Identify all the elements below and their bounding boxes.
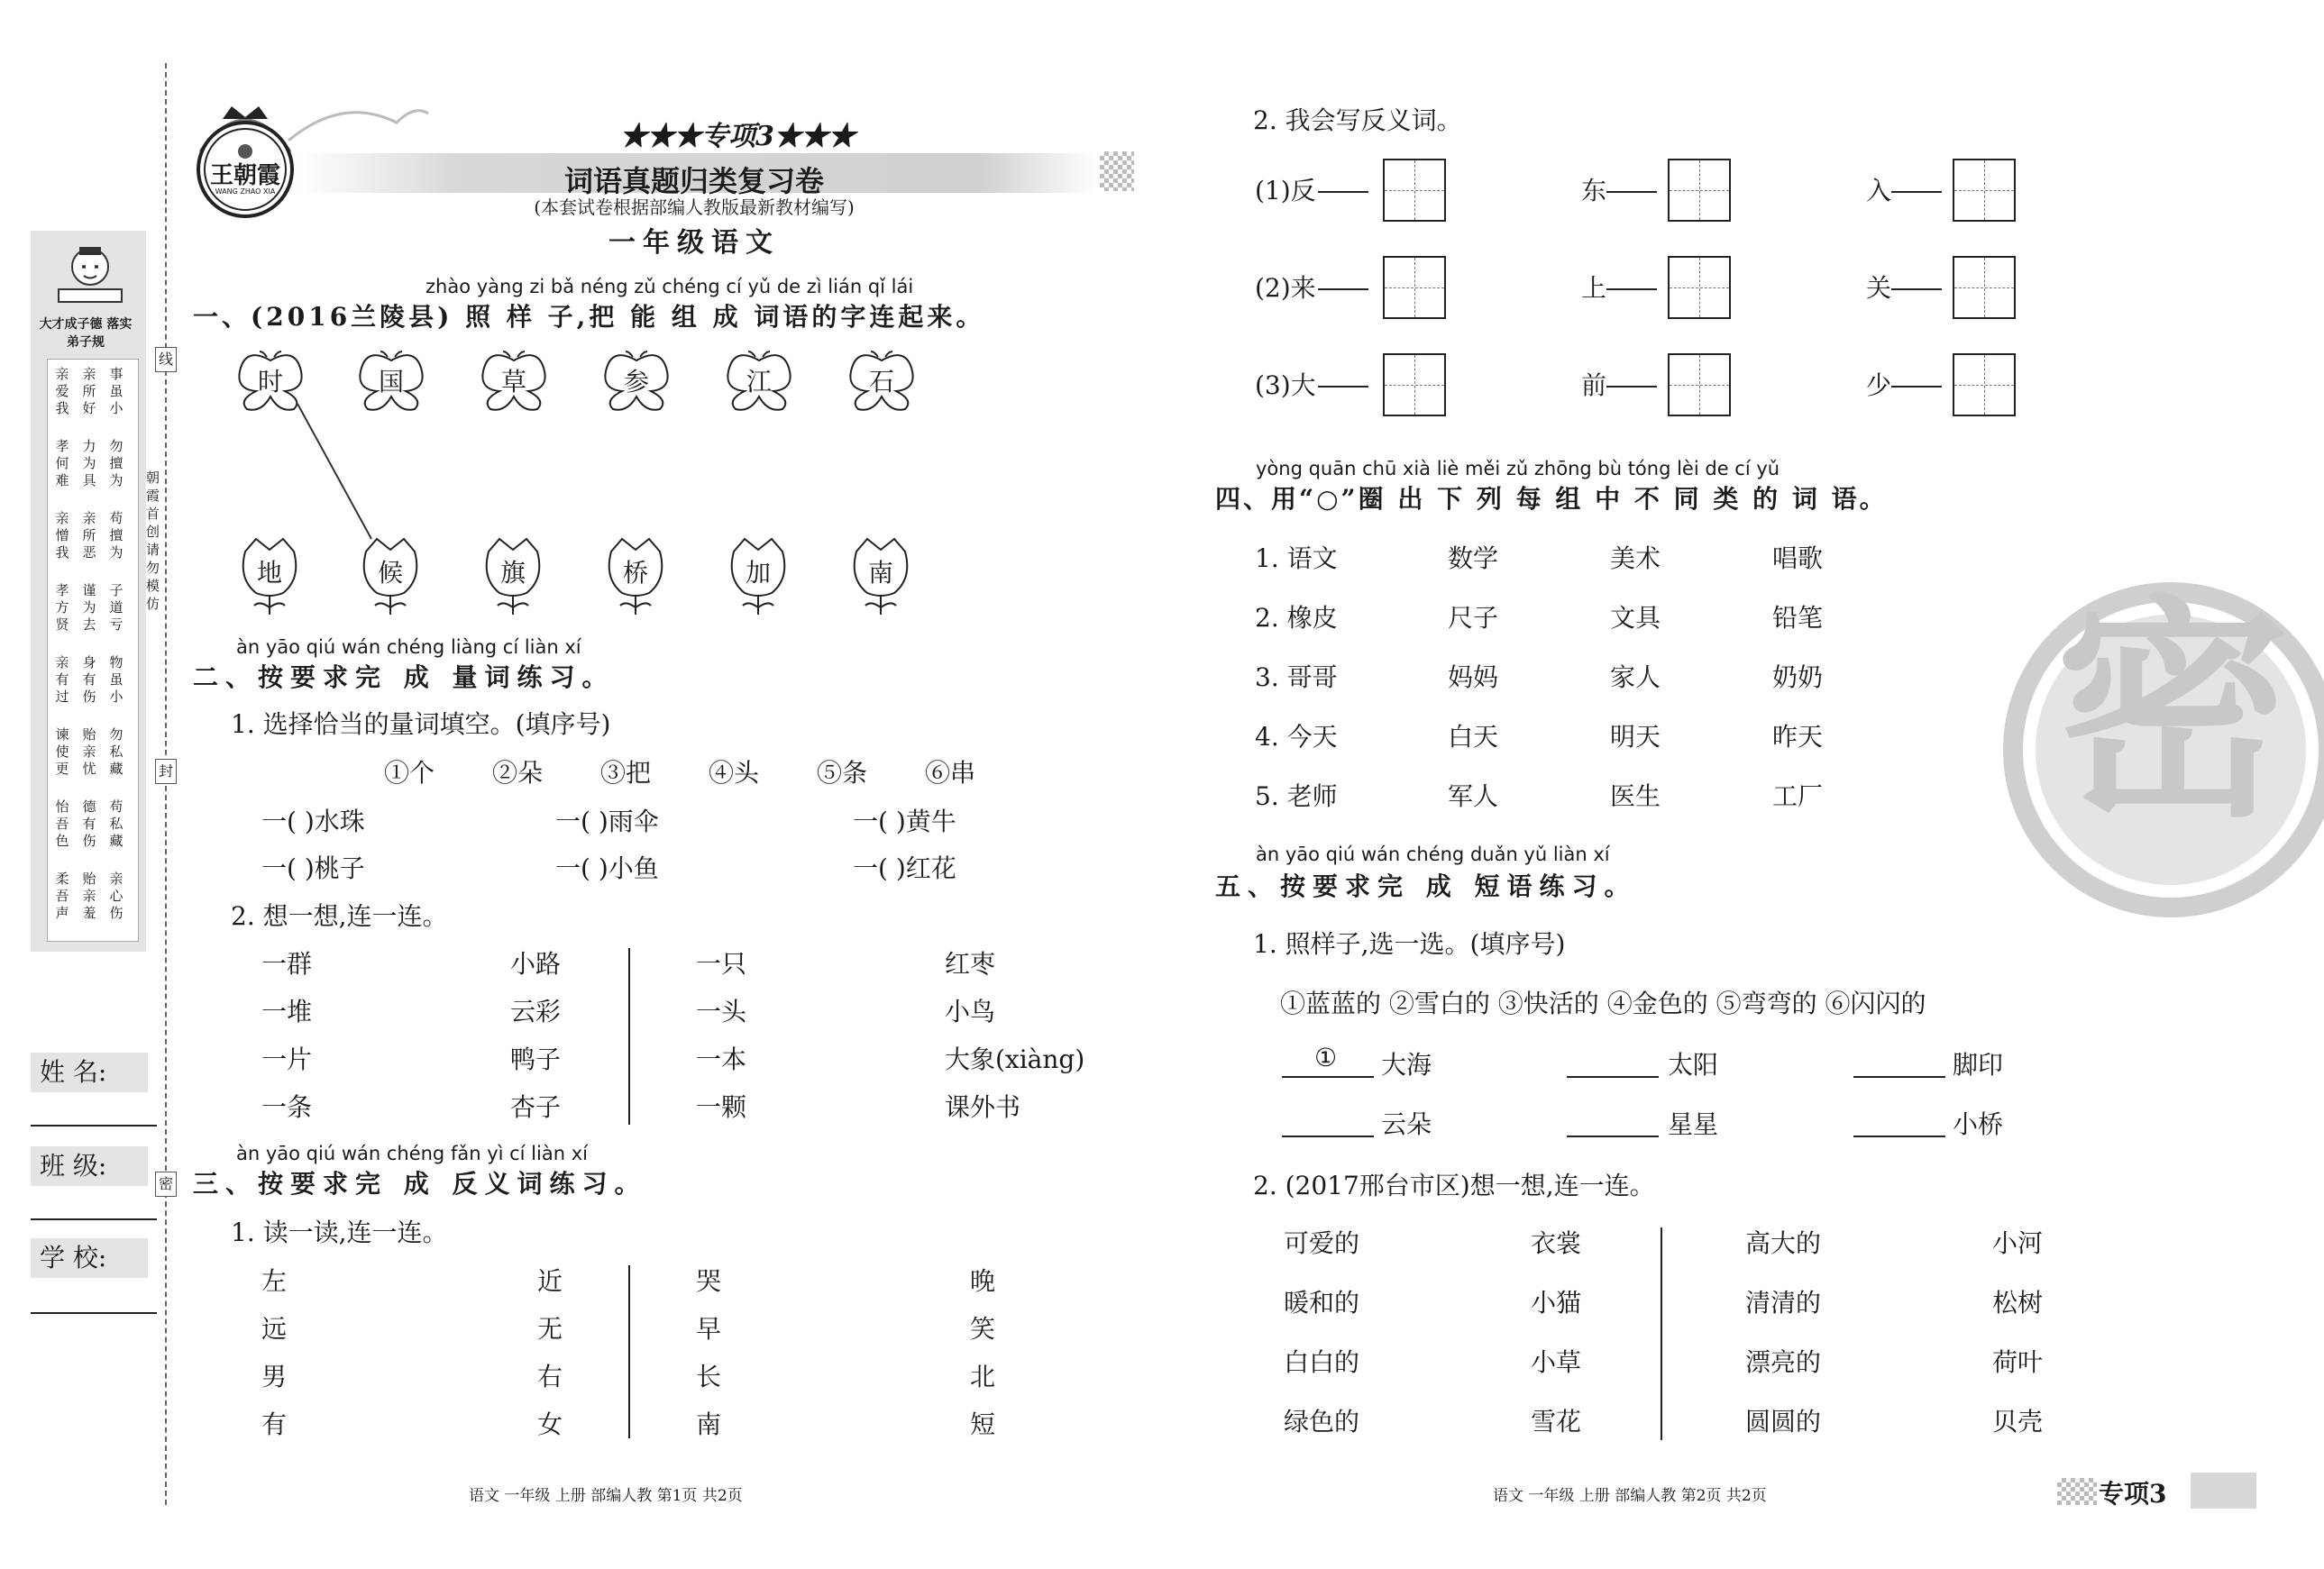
tulip-char[interactable]: 候: [377, 558, 403, 588]
logo-text: 王朝霞: [209, 162, 280, 189]
antonym-answer-box[interactable]: [1668, 159, 1731, 222]
sec4-pinyin: yòng quān chū xià liè měi zǔ zhōng bù tóng lèi de cí yǔ: [1256, 458, 1780, 479]
butterfly-char[interactable]: 草: [500, 367, 526, 397]
match-word[interactable]: 女: [537, 1409, 563, 1439]
sec3-pinyin: àn yāo qiú wán chéng fǎn yì cí liàn xí: [236, 1143, 588, 1164]
match-word[interactable]: 小河: [1992, 1228, 2044, 1258]
match-word[interactable]: 早: [696, 1314, 722, 1344]
fill-blank-2[interactable]: 一( )雨伞: [555, 807, 659, 836]
footer-right: 语文 一年级 上册 部编人教 第2页 共2页: [1493, 1487, 1767, 1505]
motto-column: 勿擅为: [109, 438, 124, 488]
motto-column: 事虽小: [109, 366, 124, 416]
classify-word[interactable]: 白天: [1448, 722, 1499, 752]
antonym-answer-box[interactable]: [1383, 159, 1446, 222]
fill-blank-3[interactable]: 一( )黄牛: [853, 807, 956, 836]
match-word[interactable]: 贝壳: [1992, 1407, 2044, 1437]
antonym-dash: [1891, 191, 1942, 193]
motto-column: 子道亏: [109, 582, 124, 633]
antonym-prompt: 前: [1581, 370, 1607, 400]
match-word[interactable]: 鸭子: [510, 1044, 562, 1074]
classify-word[interactable]: 妈妈: [1448, 662, 1499, 692]
fill-blank-1[interactable]: 一( )水珠: [261, 807, 365, 836]
match-word[interactable]: 一本: [696, 1044, 747, 1074]
match-word[interactable]: 男: [261, 1362, 288, 1391]
classify-word[interactable]: 奶奶: [1772, 662, 1824, 692]
motto-column: 亲爱我: [55, 366, 69, 416]
motto-column: 亲有过: [55, 654, 69, 705]
blank-cloud[interactable]: [1282, 1136, 1374, 1137]
blank-ocean[interactable]: [1282, 1076, 1374, 1078]
footer-tag: 专项3: [2099, 1479, 2167, 1509]
classify-word[interactable]: 1. 语文: [1255, 543, 1338, 573]
match-word[interactable]: 可爱的: [1284, 1228, 1360, 1258]
sec3-q1: 1. 读一读,连一连。: [231, 1218, 448, 1247]
tulip-char[interactable]: 地: [256, 558, 282, 588]
motto-column: 勿私藏: [109, 726, 124, 777]
match-word[interactable]: 高大的: [1745, 1228, 1822, 1258]
classify-word[interactable]: 2. 橡皮: [1255, 603, 1338, 633]
motto-column: 谨为去: [82, 582, 96, 633]
butterfly-char[interactable]: 时: [257, 367, 283, 397]
tulip-char[interactable]: 南: [867, 558, 893, 588]
antonym-prompt: (2)来: [1255, 273, 1316, 303]
sec5-divider: [1661, 1227, 1662, 1440]
match-word[interactable]: 松树: [1992, 1288, 2044, 1318]
blank-footprint[interactable]: [1853, 1076, 1945, 1078]
match-word[interactable]: 远: [261, 1314, 288, 1344]
motto-column: 孝何难: [55, 438, 69, 488]
tulip-char[interactable]: 旗: [499, 558, 526, 588]
footer-tag-band: [2191, 1473, 2256, 1509]
antonym-dash: [1318, 288, 1368, 290]
blank-star[interactable]: [1567, 1136, 1659, 1137]
motto-title: 大才成子德 落实弟子规: [39, 317, 133, 350]
binding-mark-secret: 密: [155, 1172, 177, 1197]
classify-word[interactable]: 尺子: [1448, 603, 1499, 633]
match-word[interactable]: 小路: [510, 949, 562, 979]
sec5-q1: 1. 照样子,选一选。(填序号): [1253, 929, 1566, 959]
sec2-q2: 2. 想一想,连一连。: [231, 901, 448, 931]
tulip-char[interactable]: 桥: [622, 558, 648, 588]
motto-column: 德有伤: [82, 798, 96, 849]
match-word[interactable]: 右: [537, 1362, 563, 1391]
match-word[interactable]: 绿色的: [1284, 1407, 1360, 1437]
classify-word[interactable]: 5. 老师: [1255, 781, 1338, 811]
match-word[interactable]: 课外书: [945, 1092, 1021, 1122]
match-word[interactable]: 一片: [261, 1044, 313, 1074]
measure-option: ③把: [600, 758, 652, 788]
measure-option: ⑤条: [817, 758, 868, 788]
sec1-heading: 一、(2016兰陵县) 照 样 子,把 能 组 成 词语的字连起来。: [193, 302, 985, 332]
measure-option: ②朵: [492, 758, 544, 788]
antonym-prompt: (3)大: [1255, 370, 1316, 400]
match-word[interactable]: 一只: [696, 949, 747, 979]
sec3-q2: 2. 我会写反义词。: [1253, 105, 1462, 135]
match-word[interactable]: 哭: [696, 1266, 722, 1296]
match-word[interactable]: 短: [970, 1409, 996, 1439]
classify-word[interactable]: 美术: [1610, 543, 1661, 573]
classify-word[interactable]: 工厂: [1772, 781, 1824, 811]
match-word[interactable]: 一头: [696, 997, 747, 1026]
word-sun: 太阳: [1668, 1050, 1719, 1080]
word-cloud: 云朵: [1381, 1109, 1432, 1139]
motto-column: 亲憎我: [55, 510, 69, 561]
match-word[interactable]: 白白的: [1284, 1347, 1360, 1377]
antonym-answer-box[interactable]: [1668, 256, 1731, 319]
match-word[interactable]: 一颗: [696, 1092, 747, 1122]
butterfly-char[interactable]: 参: [623, 367, 649, 397]
sec2-q1: 1. 选择恰当的量词填空。(填序号): [231, 709, 611, 739]
motto-column: 亲所恶: [82, 510, 96, 561]
sec4-heading: 四、用“○”圈 出 下 列 每 组 中 不 同 类 的 词 语。: [1215, 484, 1888, 514]
antonym-dash: [1891, 386, 1942, 388]
match-word[interactable]: 漂亮的: [1745, 1347, 1822, 1377]
match-word[interactable]: 一堆: [261, 997, 313, 1026]
word-star: 星星: [1668, 1109, 1719, 1139]
match-word[interactable]: 红枣: [945, 949, 996, 979]
sec3-divider: [628, 1265, 630, 1438]
measure-option: ①个: [384, 758, 435, 788]
paper-subtitle: (本套试卷根据部编人教版最新教材编写): [534, 196, 855, 218]
match-word[interactable]: 晚: [970, 1266, 996, 1296]
match-word[interactable]: 圆圆的: [1745, 1407, 1822, 1437]
fill-blank-5[interactable]: 一( )小鱼: [555, 853, 659, 883]
measure-option: ④头: [709, 758, 760, 788]
match-word[interactable]: 近: [537, 1266, 563, 1296]
class-label: 班 级:: [31, 1146, 148, 1186]
match-word[interactable]: 小鸟: [945, 997, 996, 1026]
match-word[interactable]: 无: [537, 1314, 563, 1344]
match-word[interactable]: 杏子: [510, 1092, 562, 1122]
antonym-answer-box[interactable]: [1383, 353, 1446, 416]
paper-grade: 一年级语文: [608, 227, 780, 259]
match-word[interactable]: 荷叶: [1992, 1347, 2044, 1377]
antonym-prompt: 关: [1866, 273, 1892, 303]
match-word[interactable]: 清清的: [1745, 1288, 1822, 1318]
example-answer: ①: [1314, 1043, 1338, 1072]
match-word[interactable]: 一群: [261, 949, 313, 979]
antonym-prompt: (1)反: [1255, 176, 1316, 205]
classify-word[interactable]: 铅笔: [1772, 603, 1824, 633]
motto-column: 力为具: [82, 438, 96, 488]
classify-word[interactable]: 4. 今天: [1255, 722, 1338, 752]
measure-option: ⑥串: [925, 758, 976, 788]
match-word[interactable]: 左: [261, 1266, 288, 1296]
confidential-seal-char: 密: [2055, 574, 2290, 849]
motto-column: 身有伤: [82, 654, 96, 705]
sec5-q2: 2. (2017邢台市区)想一想,连一连。: [1253, 1171, 1655, 1200]
motto-column: 亲所好: [82, 366, 96, 416]
antonym-dash: [1891, 288, 1942, 290]
classify-word[interactable]: 文具: [1610, 603, 1661, 633]
antonym-answer-box[interactable]: [1953, 256, 2016, 319]
motto-column: 孝方贤: [55, 582, 69, 633]
motto-column: 亲心伤: [109, 871, 124, 921]
name-label: 姓 名:: [31, 1053, 148, 1092]
match-word[interactable]: 暖和的: [1284, 1288, 1360, 1318]
classify-word[interactable]: 军人: [1448, 781, 1499, 811]
name-underline: [31, 1125, 157, 1127]
motto-column: 谏使更: [55, 726, 69, 777]
antonym-dash: [1606, 288, 1657, 290]
motto-column: 物虽小: [109, 654, 124, 705]
antonym-prompt: 上: [1581, 273, 1607, 303]
antonym-answer-box[interactable]: [1668, 353, 1731, 416]
series-label: ★★★专项3★★★: [620, 121, 855, 152]
motto-column: 柔吾声: [55, 871, 69, 921]
match-word[interactable]: 小草: [1531, 1347, 1582, 1377]
footer-left: 语文 一年级 上册 部编人教 第1页 共2页: [469, 1487, 743, 1505]
fill-blank-6[interactable]: 一( )红花: [853, 853, 956, 883]
sec2-heading: 二、按要求完 成 量词练习。: [193, 662, 615, 692]
classify-word[interactable]: 唱歌: [1772, 543, 1824, 573]
classify-word[interactable]: 明天: [1610, 722, 1661, 752]
antonym-prompt: 入: [1866, 176, 1892, 205]
school-underline: [31, 1312, 157, 1314]
antonym-dash: [1318, 386, 1368, 388]
motto-column: 怡吾色: [55, 798, 69, 849]
antonym-prompt: 少: [1866, 370, 1892, 400]
antonym-dash: [1318, 191, 1368, 193]
sec3-heading: 三、按要求完 成 反义词练习。: [193, 1169, 647, 1199]
sec5-options: ①蓝蓝的 ②雪白的 ③快活的 ④金色的 ⑤弯弯的 ⑥闪闪的: [1280, 989, 1926, 1018]
match-word[interactable]: 南: [696, 1409, 722, 1439]
motto-column: 贻亲羞: [82, 871, 96, 921]
butterfly-char[interactable]: 江: [746, 367, 772, 397]
binding-mark-seal: 封: [155, 759, 177, 784]
sec2-pinyin: àn yāo qiú wán chéng liàng cí liàn xí: [236, 636, 581, 658]
antonym-dash: [1606, 191, 1657, 193]
butterfly-char[interactable]: 国: [378, 367, 404, 397]
binding-mark-line: 线: [155, 347, 177, 372]
class-underline: [31, 1218, 157, 1220]
paper-title: 词语真题归类复习卷: [563, 164, 824, 198]
sec2-divider: [628, 948, 630, 1125]
antonym-dash: [1606, 386, 1657, 388]
blank-sun[interactable]: [1567, 1076, 1659, 1078]
sec1-pinyin: zhào yàng zi bǎ néng zǔ chéng cí yǔ de zì lián qǐ lái: [425, 276, 914, 297]
butterfly-char[interactable]: 石: [868, 367, 894, 397]
blank-bridge[interactable]: [1853, 1136, 1945, 1137]
match-word[interactable]: 一条: [261, 1092, 313, 1122]
sec5-heading: 五、按要求完 成 短语练习。: [1215, 871, 1637, 901]
antonym-prompt: 东: [1581, 176, 1607, 205]
motto-column: 苟擅为: [109, 510, 124, 561]
tulip-char[interactable]: 加: [745, 558, 771, 588]
match-word[interactable]: 雪花: [1531, 1407, 1582, 1437]
word-ocean: 大海: [1381, 1050, 1432, 1080]
match-word[interactable]: 云彩: [510, 997, 562, 1026]
classify-word[interactable]: 数学: [1448, 543, 1499, 573]
motto-column: 贻亲忧: [82, 726, 96, 777]
match-word[interactable]: 衣裳: [1531, 1228, 1582, 1258]
original-notice: 朝霞首创 请勿模仿: [146, 470, 160, 612]
antonym-answer-box[interactable]: [1383, 256, 1446, 319]
sec5-pinyin: àn yāo qiú wán chéng duǎn yǔ liàn xí: [1256, 844, 1610, 865]
classify-word[interactable]: 昨天: [1772, 722, 1824, 752]
antonym-answer-box[interactable]: [1953, 159, 2016, 222]
match-word[interactable]: 长: [696, 1362, 722, 1391]
match-word[interactable]: 大象(xiàng): [945, 1044, 1085, 1074]
school-label: 学 校:: [31, 1238, 148, 1278]
motto-column: 苟私藏: [109, 798, 124, 849]
fill-blank-4[interactable]: 一( )桃子: [261, 853, 365, 883]
word-bridge: 小桥: [1953, 1109, 2004, 1139]
match-word[interactable]: 小猫: [1531, 1288, 1582, 1318]
footer-checker: [2057, 1478, 2097, 1505]
match-word[interactable]: 笑: [970, 1314, 996, 1344]
classify-word[interactable]: 3. 哥哥: [1255, 662, 1338, 692]
classify-word[interactable]: 医生: [1610, 781, 1661, 811]
match-word[interactable]: 北: [970, 1362, 996, 1391]
word-footprint: 脚印: [1953, 1050, 2004, 1080]
antonym-answer-box[interactable]: [1953, 353, 2016, 416]
classify-word[interactable]: 家人: [1610, 662, 1661, 692]
logo-sub: WANG ZHAO XIA: [215, 187, 276, 196]
match-word[interactable]: 有: [261, 1409, 288, 1439]
